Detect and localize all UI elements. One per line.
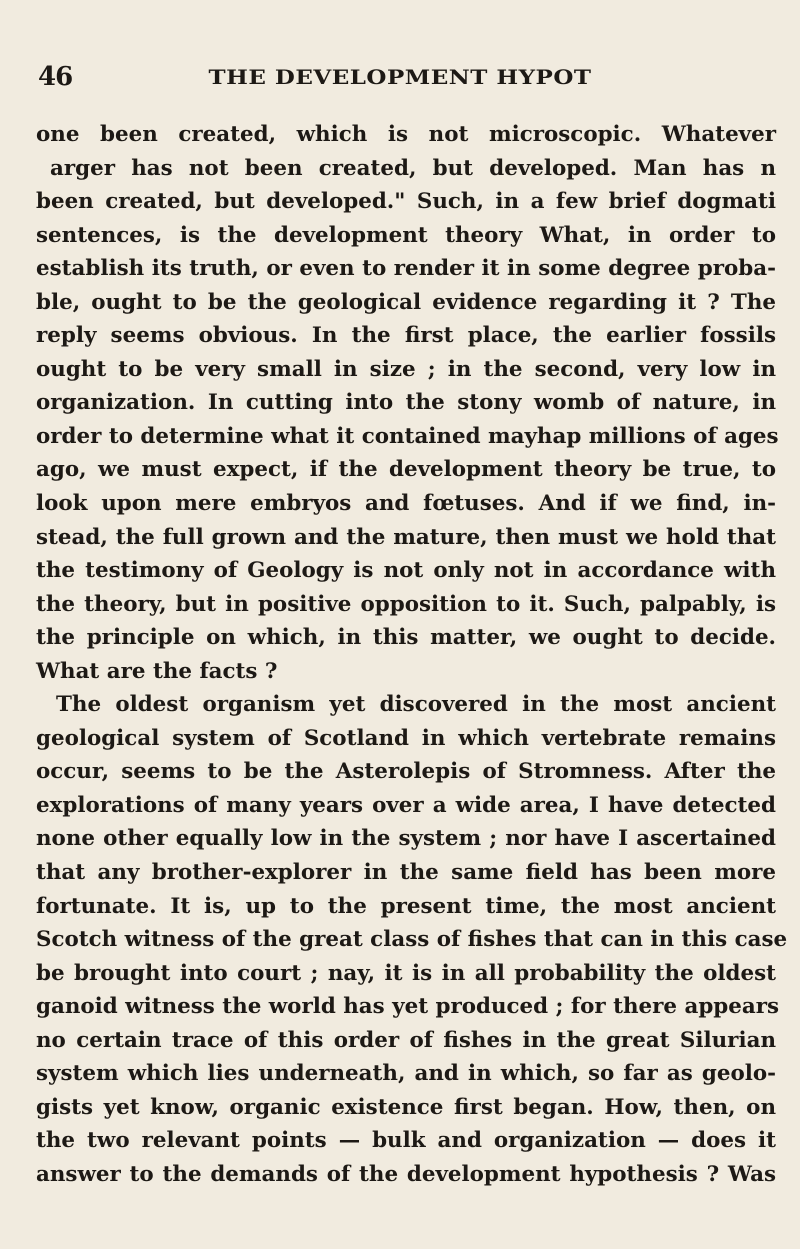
text-line: ought to be very small in size ; in the second, very low in	[36, 356, 776, 382]
text-line: the principle on which, in this matter, we ought to decide.	[36, 625, 776, 651]
text-line: be brought into court ; nay, it is in all probability the oldest	[36, 960, 776, 986]
text-line: system which lies underneath, and in which, so far as geolo-	[36, 1061, 776, 1087]
text-line: been created, but developed." Such, in a few brief dogmati	[36, 189, 776, 215]
text-line: look upon mere embryos and fœtuses. And if we find, in-	[36, 491, 776, 517]
text-line: no certain trace of this order of fishes in the great Silurian	[36, 1027, 776, 1053]
text-line: the two relevant points — bulk and organization — does it	[36, 1128, 776, 1154]
text-line: arger has not been created, but developed. Man has n	[50, 155, 776, 181]
text-line: that any brother-explorer in the same field has been more	[36, 860, 776, 886]
text-line: Scotch witness of the great class of fishes that can in this case	[36, 927, 788, 953]
text-line: organization. In cutting into the stony womb of nature, in	[36, 390, 776, 416]
running-head	[38, 62, 762, 96]
text-line: fortunate. It is, up to the present time, the most ancient	[36, 893, 776, 919]
body-text	[36, 118, 788, 1192]
text-line: order to determine what it contained mayhap millions of ages	[36, 423, 779, 449]
text-line: answer to the demands of the development hypothesis ? Was	[36, 1161, 776, 1187]
text-line: stead, the full grown and the mature, then must we hold that	[36, 524, 776, 550]
text-line: ganoid witness the world has yet produced ; for there appears	[36, 994, 780, 1020]
text-line: The oldest organism yet discovered in the most ancient	[56, 692, 776, 718]
text-line: none other equally low in the system ; nor have I ascertained	[36, 826, 776, 852]
running-title: THE DEVELOPMENT HYPOT	[208, 66, 592, 89]
text-line: reply seems obvious. In the first place, the earlier fossils	[36, 323, 776, 349]
text-line: occur, seems to be the Asterolepis of Stromness. After the	[36, 759, 776, 785]
text-line: ago, we must expect, if the development theory be true, to	[36, 457, 776, 483]
text-line: gists yet know, organic existence first began. How, then, on	[36, 1094, 776, 1120]
text-line: the theory, but in positive opposition to it. Such, palpably, is	[36, 591, 776, 617]
text-line: establish its truth, or even to render it in some degree proba-	[36, 256, 776, 282]
text-line: one been created, which is not microscopic. Whatever	[36, 122, 776, 147]
text-line: geological system of Scotland in which vertebrate remains	[36, 725, 776, 751]
text-line: sentences, is the development theory What, in order to	[36, 222, 776, 248]
page-number: 46	[38, 62, 73, 92]
text-line: ble, ought to be the geological evidence regarding it ? The	[36, 289, 776, 315]
text-line: explorations of many years over a wide area, I have detected	[36, 792, 776, 818]
text-line: the testimony of Geology is not only not in accordance with	[36, 558, 776, 584]
text-line: What are the facts ?	[36, 658, 278, 684]
